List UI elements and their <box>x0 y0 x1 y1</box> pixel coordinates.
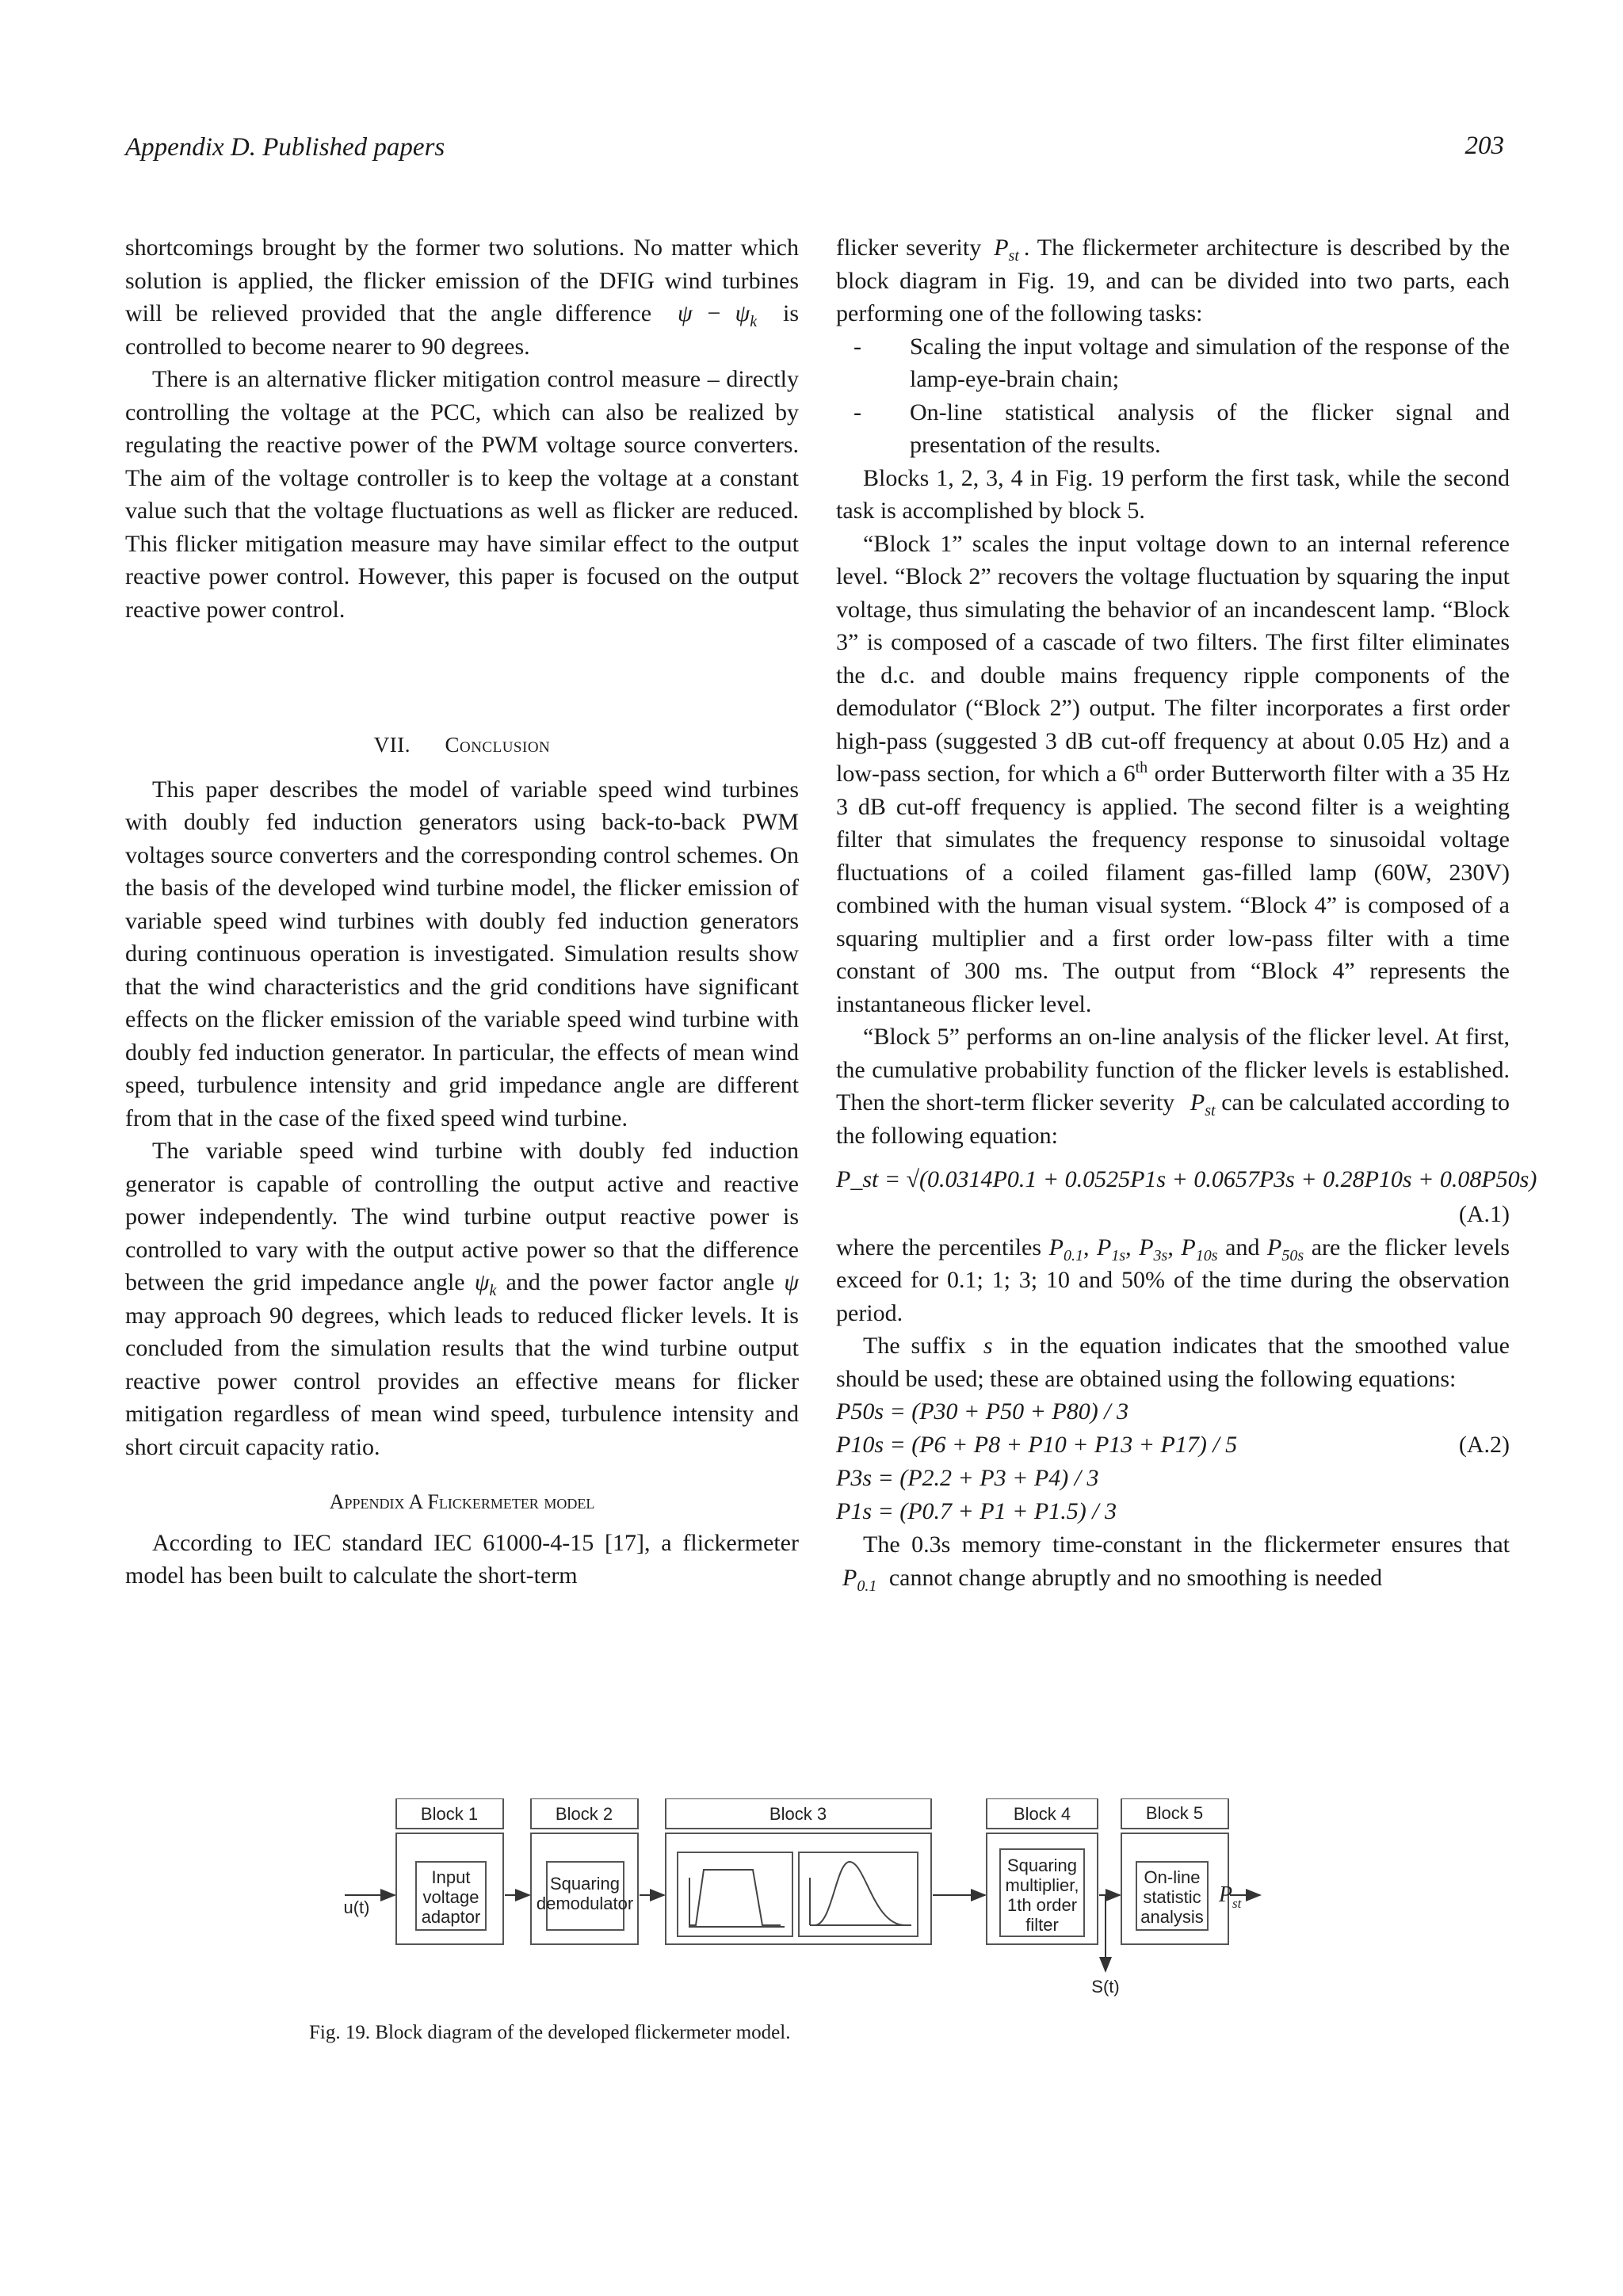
block-1-text: voltage <box>422 1887 479 1907</box>
block-5-text: statistic <box>1143 1887 1201 1907</box>
weighting-filter-box <box>799 1852 918 1936</box>
block-diagram <box>341 1798 1316 2028</box>
pst-symbol: $P_{st}$ <box>994 235 1019 265</box>
left-column <box>125 231 799 1592</box>
list-item: - Scaling the input voltage and simulation of the response of the lamp-eye-brain chain; <box>854 333 1510 392</box>
paragraph: Blocks 1, 2, 3, 4 in Fig. 19 perform the first task, while the second task is accomplished by block 5. <box>836 464 1510 524</box>
figure-caption: Fig. 19. Block diagram of the developed flickermeter model. <box>309 2022 791 2043</box>
equation-line: P3s = (P2.2 + P3 + P4) / 3 <box>836 1465 1099 1491</box>
paragraph: shortcomings brought by the former two solutions. No matter which solution is applied, the flicker emission of the DFIG wind turbines will be relieved provided that the angle difference $\psi - \psi_k$ is controlled to become nearer to 90 degrees. <box>125 235 800 360</box>
bandpass-curve <box>689 1870 781 1927</box>
block-4-title: Block 4 <box>1013 1804 1071 1824</box>
block-4-text: 1th order <box>1006 1895 1078 1915</box>
pst-sub-label: st <box>1232 1896 1242 1911</box>
paragraph: According to IEC standard IEC 61000-4-15 [17], a flickermeter model has been built to calculate the short-term <box>125 1529 799 1589</box>
paragraph: There is an alternative flicker mitigation control measure – directly controlling the voltage at the PCC, which can also be realized by regulating the reactive power of the PWM voltage source converters. The aim of the voltage controller is to keep the voltage at a constant value such that the voltage fluctuations as well as flicker are reduced. This flicker mitigation measure may have similar effect to the output reactive power control. However, this paper is focused on the output reactive power control. <box>125 366 799 623</box>
pst-symbol: $P_{st}$ <box>1190 1089 1216 1119</box>
input-label: u(t) <box>343 1897 370 1917</box>
weighting-curve <box>815 1862 905 1925</box>
block-1-title: Block 1 <box>420 1804 479 1824</box>
block-4-text: multiplier, <box>1005 1875 1079 1895</box>
paragraph: This paper describes the model of variable speed wind turbines with doubly fed induction generators using back-to-back PWM voltages source converters and the corresponding control schemes. On the basis of the developed wind turbine model, the flicker emission of variable speed wind turbines with doubly fed induction generators during continuous operation is investigated. Simulation results show that the wind characteristics and the grid conditions have significant effects on the flicker emission of the variable speed wind turbine with doubly fed induction generator. In particular, the effects of mean wind speed, turbulence intensity and grid impedance angle are different from that in the case of the fixed speed wind turbine. <box>125 776 799 1131</box>
equation-label: (A.2) <box>1458 1432 1510 1458</box>
block-2-text: demodulator <box>536 1894 634 1913</box>
block-diagram-svg <box>341 1798 1316 2028</box>
block-5-text: analysis <box>1140 1907 1204 1927</box>
equation-line: P1s = (P0.7 + P1 + P1.5) / 3 <box>836 1498 1117 1524</box>
psi-difference: $\psi - \psi_k$ <box>677 300 758 330</box>
paragraph: “Block 1” scales the input voltage down to an internal reference level. “Block 2” recovers the voltage fluctuation by squaring the input voltage, thus simulating the behavior of an incandescent lamp. “Block 3” is composed of a cascade of two filters. The first filter eliminates the d.c. and double mains frequency ripple components of the demodulator (“Block 2”) output. The filter incorporates a first order high-pass (suggested 3 dB cut-off frequency at about 0.05 Hz) and a low-pass section, for which a 6th order Butterworth filter with a 35 Hz 3 dB cut-off frequency is applied. The second filter is a weighting filter that simulates the frequency response to sinusoidal voltage fluctuations of a coiled filament gas-filled lamp (60W, 230V) combined with the human visual system. “Block 4” is composed of a squaring multiplier and a first order low-pass filter with a time constant of 300 ms. The output from “Block 4” represents the instantaneous flicker level. <box>836 530 1510 1017</box>
paragraph: The suffix s in the equation indicates that the smoothed value should be used; these are obtained using the following equations: <box>836 1333 1510 1392</box>
equation-line: P50s = (P30 + P50 + P80) / 3 <box>836 1398 1129 1425</box>
block-2-title: Block 2 <box>555 1804 613 1824</box>
block-2-text: Squaring <box>549 1874 621 1894</box>
equation-a1: P_st = √(0.0314P0.1 + 0.0525P1s + 0.0657P3s + 0.28P10s + 0.08P50s) <box>836 1166 1537 1192</box>
block-3-title: Block 3 <box>769 1804 827 1824</box>
bandpass-filter-box <box>678 1852 792 1936</box>
block-4-text: Squaring <box>1006 1855 1078 1875</box>
pst-label: P <box>1219 1882 1233 1907</box>
equation-a2 <box>836 1395 1510 1528</box>
paragraph: flicker severity $P_{st}$ . The flickermeter architecture is described by the block diagram in Fig. 19, and can be divided into two parts, each performing one of the following tasks: <box>836 235 1510 326</box>
equation-label: (A.1) <box>1458 1201 1510 1227</box>
output-label: S(t) <box>1091 1977 1120 1997</box>
psi-k-symbol: $\psi_k$ <box>474 1269 497 1299</box>
bandpass-axis <box>689 1878 785 1927</box>
running-header: Appendix D. Published papers <box>125 133 445 162</box>
paragraph: The variable speed wind turbine with doubly fed induction generator is capable of controlling the output active and reactive power independently. The wind turbine output reactive power is controlled to vary with the output active power so that the difference between the grid impedance angle $\psi_k$ and the power factor angle ψ may approach 90 degrees, which leads to reduced flicker levels. It is concluded from the simulation results that the wind turbine output reactive power control provides an effective means for flicker mitigation regardless of mean wind speed, turbulence intensity and short circuit capacity ratio. <box>125 1138 800 1460</box>
psi-symbol: ψ <box>784 1269 800 1295</box>
appendix-heading: Appendix A Flickermeter model <box>329 1490 595 1513</box>
equation-line: P10s = (P6 + P8 + P10 + P13 + P17) / 5 (A.2) <box>836 1428 1510 1462</box>
section-heading: VII. Conclusion <box>373 733 551 757</box>
page-number: 203 <box>1465 132 1504 160</box>
block-4-text: filter <box>1025 1915 1059 1935</box>
paragraph: “Block 5” performs an on-line analysis of the flicker level. At first, the cumulative probability function of the flicker levels is established. Then the short-term flicker severity $P_{st}$ can be calculated according to the following equation: <box>836 1024 1510 1149</box>
block-5-text: On-line <box>1144 1867 1201 1887</box>
list-item: - On-line statistical analysis of the flicker signal and presentation of the results. <box>854 399 1510 458</box>
block-1-text: Input <box>431 1867 471 1887</box>
paragraph: The 0.3s memory time-constant in the flickermeter ensures that $P_{0.1}$ cannot change abruptly and no smoothing is needed <box>842 1531 1510 1595</box>
paragraph: where the percentiles $P_{0.1}$, $P_{1s}$, $P_{3s}$, $P_{10s}$ and $P_{50s}$ are the flicker levels exceed for 0.1; 1; 3; 10 and 50% of the time during the observation period. <box>836 1234 1510 1326</box>
block-1-text: adaptor <box>421 1907 481 1927</box>
right-column <box>836 231 1537 1595</box>
block-5-title: Block 5 <box>1145 1803 1204 1823</box>
